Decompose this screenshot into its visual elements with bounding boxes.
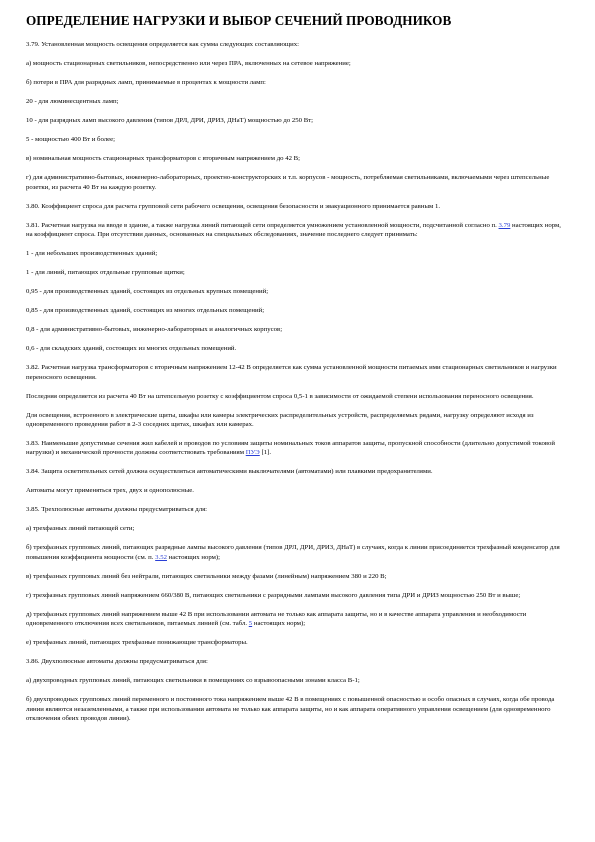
paragraph-text: настоящих норм);	[252, 620, 306, 628]
document-body	[26, 40, 569, 723]
reference-link[interactable]: 3.52	[155, 553, 167, 561]
paragraph: г) для административно-бытовых, инженерно-лабораторных, проектно-конструкторских и т.п. корпусов - мощность, потребляемая светильниками, включаемыми через штепсельные розетки, из расчета 40 Вт на каждую розетку.	[26, 174, 550, 191]
page-title: ОПРЕДЕЛЕНИЕ НАГРУЗКИ И ВЫБОР СЕЧЕНИЙ ПРОВОДНИКОВ	[26, 13, 452, 28]
reference-link[interactable]: 3.79	[498, 221, 511, 229]
paragraph: 5 - мощностью 400 Вт и более;	[26, 136, 115, 144]
paragraph: 10 - для разрядных ламп высокого давления (типов ДРЛ, ДРИ, ДРИЗ, ДНаТ) мощностью до 250 Вт;	[26, 117, 314, 125]
paragraph: 0,85 - для производственных зданий, состоящих из многих отдельных помещений;	[26, 307, 265, 315]
paragraph: 20 - для люминесцентных ламп;	[26, 98, 119, 106]
paragraph: е) трехфазных линий, питающих трехфазные понижающие трансформаторы.	[26, 639, 248, 647]
paragraph: г) трехфазных групповых линий напряжением 660/380 В, питающих светильники с разрядными лампами высокого давления типа ДРИ и ДРИЗ мощностью 250 Вт и выше;	[26, 591, 521, 599]
paragraph: 0,6 - для складских зданий, состоящих из многих отдельных помещений.	[26, 345, 237, 353]
paragraph: а) двухпроводных групповых линий, питающих светильники в помещениях со взрывоопасными зонами класса В-1;	[26, 677, 360, 685]
paragraph: 3.85. Трехполюсные автоматы должны предусматриваться для:	[26, 506, 208, 514]
paragraph-text: 3.81. Расчетная нагрузка на вводе в здание, а также нагрузка линий питающей сети определяется умножением установленной мощности, подсчитанной согласно п.	[26, 221, 499, 229]
paragraph: 3.80. Коэффициент спроса для расчета групповой сети рабочего освещения, освещения безопасности и эвакуационного принимается равным 1.	[26, 202, 441, 210]
reference-link[interactable]: 5	[248, 620, 253, 628]
paragraph: б) двухпроводных групповых линий переменного и постоянного тока напряжением выше 42 В в помещениях с повышенной опасностью и особо опасных в случаях, когда обе провода линии являются незаземленными, а также при использовании автомата не только как аппарата защиты, но и как аппарата оперативного управления освещением (для одновременного отключения обеих проводов линии).	[26, 696, 555, 722]
paragraph: Автоматы могут применяться трех, двух и однополюсные.	[26, 487, 194, 495]
paragraph: б) потери в ПРА для разрядных ламп, принимаемые в процентах к мощности ламп:	[26, 79, 266, 87]
paragraph-text: б) трехфазных групповых линий, питающих разрядные лампы высокого давления (типов ДРЛ, ДРИ, ДРИЗ, ДНаТ) в случаях, когда к линии присоединяется трехфазный конденсатор для повышения коэффициента мощности (см. п.	[26, 544, 560, 561]
paragraph: Последняя определяется из расчета 40 Вт на штепсельную розетку с коэффициентом спроса 0,5-1 в зависимости от ожидаемой степени использования переносного освещения.	[26, 392, 534, 400]
paragraph: а) трехфазных линий питающей сети;	[26, 525, 135, 533]
paragraph	[26, 610, 569, 629]
reference-link[interactable]: ПУЭ	[245, 449, 260, 457]
paragraph: в) трехфазных групповых линий без нейтрали, питающих светильники между фазами (линейным) напряжением 380 и 220 В;	[26, 572, 387, 580]
paragraph: 3.82. Расчетная нагрузка трансформаторов с вторичным напряжением 12-42 В определяется как сумма установленной мощности питаемых ими стационарных светильников и нагрузки переносного освещения.	[26, 364, 557, 381]
paragraph	[26, 439, 569, 458]
paragraph: 3.79. Установленная мощность освещения определяется как сумма следующих составляющих:	[26, 41, 299, 48]
paragraph: в) номинальная мощность стационарных трансформаторов с вторичным напряжением до 42 В;	[26, 155, 301, 163]
paragraph-text: [1].	[259, 449, 272, 457]
paragraph-text: д) трехфазных групповых линий напряжением выше 42 В при использовании автомата не только как аппарата защиты, но и в качестве аппарата управления и необходимости одновременного отключения всех светильников, питаемых линией (см. табл.	[26, 610, 527, 628]
paragraph: а) мощность стационарных светильников, непосредственно или через ПРА, включенных на сетевое напряжение;	[26, 60, 351, 68]
paragraph: Для освещения, встроенного в электрические щиты, шкафы или камеры электрических распределительных устройств, распределяемых рядами, нагрузку определяют исходя из одновременного проведения работ в 2-3 соседних щитах, шкафах или камерах.	[26, 411, 534, 428]
paragraph-text: 3.83. Наименьшие допустимые сечения жил кабелей и проводов по условиям защиты номинальных токов аппаратов защиты, пропускной способности (длительно допустимой токовой нагрузки) и механической прочности должны соответствовать требованиям	[26, 439, 555, 457]
paragraph: 1 - для линий, питающих отдельные групповые щитки;	[26, 269, 185, 277]
paragraph-text: настоящих норм, на коэффициент спроса. При отсутствии данных, основанных на специальных обследованиях, значение последнего следует принимать:	[26, 221, 561, 238]
paragraph: 0,8 - для административно-бытовых, инженерно-лабораторных и аналогичных корпусов;	[26, 326, 283, 334]
paragraph: 3.86. Двухполюсные автоматы должны предусматриваться для:	[26, 658, 208, 666]
paragraph	[26, 543, 569, 562]
paragraph-text: настоящих норм);	[166, 553, 221, 561]
paragraph	[26, 221, 569, 240]
paragraph: 0,95 - для производственных зданий, состоящих из отдельных крупных помещений;	[26, 288, 269, 296]
paragraph: 1 - для небольших производственных зданий;	[26, 250, 158, 257]
paragraph: 3.84. Защита осветительных сетей должна осуществляться автоматическими выключателями (автоматами) или плавкими предохранителями.	[26, 468, 433, 476]
